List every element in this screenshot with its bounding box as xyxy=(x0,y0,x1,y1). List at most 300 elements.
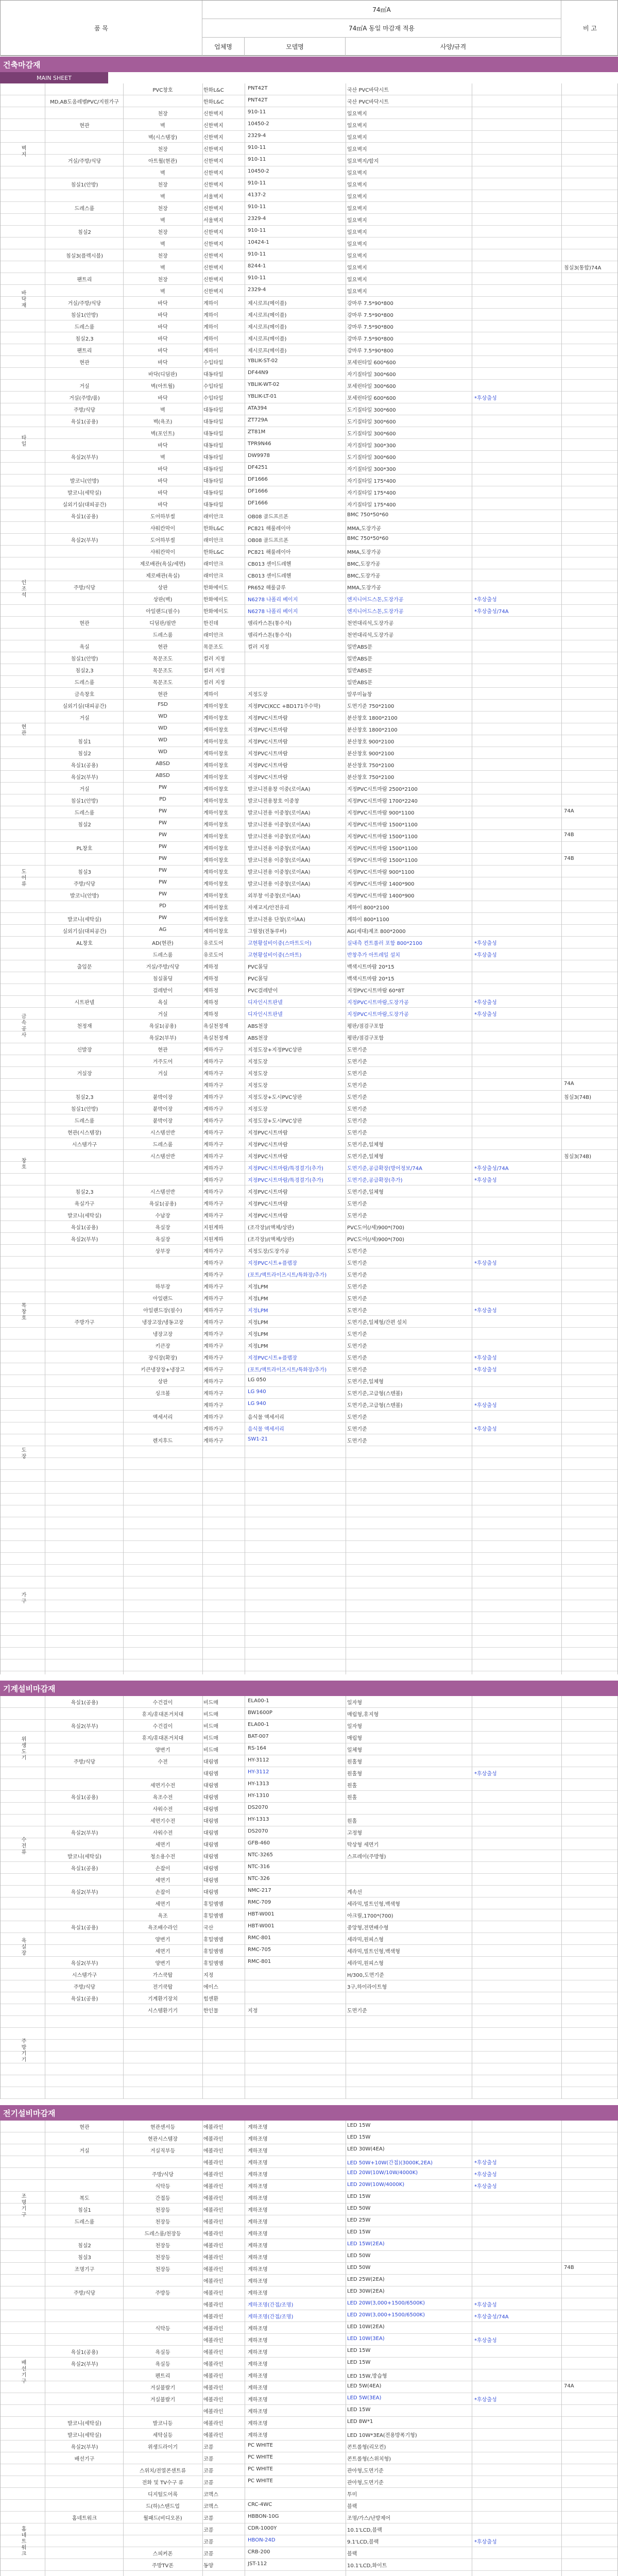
table-row xyxy=(1,1091,618,1102)
cell-c4: 대림엠 xyxy=(203,1866,218,1872)
cell-c2: 드레스룸 xyxy=(74,1118,95,1124)
cell-c4: 코콤 xyxy=(203,2468,214,2474)
cell-c6: 평판/점검구포함 xyxy=(347,1036,384,1041)
cell-c3: 디지털도어록 xyxy=(148,2492,178,2498)
table-row xyxy=(1,2464,618,2476)
table-row xyxy=(1,1803,618,1814)
cell-c3: WD xyxy=(158,737,167,743)
cell-c6: 일요벽지 xyxy=(347,135,367,141)
cell-c6: 분산창호 1800*2100 xyxy=(347,727,398,733)
cell-c6: BMC 750*50*60 xyxy=(347,512,389,518)
cell-c2: 드레스룸 xyxy=(74,2219,95,2225)
cell-c4: 계하이창호 xyxy=(203,751,229,757)
cell-c3: 거실직부등 xyxy=(150,2148,176,2154)
cell-c4: 신한벽지 xyxy=(203,277,224,283)
cell-c4: 에볼라인 xyxy=(203,2255,224,2261)
cell-c3: 현관센서등 xyxy=(150,2125,176,2130)
cell-c4: 계하이 xyxy=(203,325,218,330)
cell-c3: 샤워수전 xyxy=(152,1831,173,1836)
table-row xyxy=(1,2346,618,2357)
cell-c3: 주방TV폰 xyxy=(152,2563,174,2569)
cell-c3: 장식장(확장) xyxy=(148,1355,178,1361)
header-type-label: 74㎡A 동일 마감재 적용 xyxy=(348,25,415,32)
cell-c3: AD(현관) xyxy=(152,941,174,946)
cell-c4: 대동타일 xyxy=(203,455,224,461)
table-row xyxy=(1,155,618,166)
cell-c3: PD xyxy=(159,796,166,802)
cell-c3: 벽 xyxy=(160,123,165,129)
cell-c4: 수입타일 xyxy=(203,384,224,389)
cell-c2: 욕실2(부부) xyxy=(71,1237,98,1243)
cell-c4: 계하가구 xyxy=(203,1190,224,1195)
cell-c5: 외부창 이중창(로이AA) xyxy=(248,893,301,899)
cell-c4: 서울벽지 xyxy=(203,218,224,224)
cell-c6: 도면기준 xyxy=(347,1427,367,1432)
cell-c3: 거실/주방/식당 xyxy=(146,964,180,970)
cell-c2: 침실2 xyxy=(78,822,91,828)
cell-c4: 계하가구 xyxy=(203,1130,224,1136)
cell-c2: 발코니(세탁실) xyxy=(67,1854,101,1860)
cell-c6: 세라믹,빌트인형,백색형 xyxy=(347,1902,400,1907)
cell-c6: 분산창호 750*2100 xyxy=(347,763,394,769)
table-row xyxy=(1,593,618,604)
cell-c6: 일반ABS문 xyxy=(347,645,372,650)
cell-c3: 식탁등 xyxy=(155,2326,170,2332)
cell-c2: 욕실1(공용) xyxy=(71,1996,98,2002)
table-row xyxy=(1,794,618,806)
cell-c2: 출입문 xyxy=(77,964,92,970)
cell-c2: 신발장 xyxy=(77,1047,92,1053)
cell-c3: 상판 xyxy=(158,1379,168,1385)
cell-c2: 침실1(안방) xyxy=(71,182,98,188)
cell-c2: 침실1 xyxy=(78,2208,91,2213)
cell-c6: 도면기준 xyxy=(347,1332,367,1337)
cell-c5: 발코니전용창호 이중창 xyxy=(248,799,299,804)
cell-c2: 욕실1(공용) xyxy=(71,763,98,769)
cell-c5: 계하조명 xyxy=(248,2208,268,2213)
cell-c6: 일요벽지 xyxy=(347,265,367,271)
cell-c5: YBLIK-LT-01 xyxy=(248,394,277,399)
cell-c6: 지정PVC시트마람 2500*2100 xyxy=(347,787,418,792)
cell-c3: 벽 xyxy=(160,289,165,295)
cell-c6: LED 50W xyxy=(347,2253,371,2259)
cell-c3: 휴지/휴대폰거치대 xyxy=(142,1712,184,1718)
cell-c5: DF4251 xyxy=(248,465,268,470)
cell-c4: 계하가구 xyxy=(203,1071,224,1077)
cell-c3: 시스템선반 xyxy=(150,1130,176,1136)
table-row xyxy=(1,1162,618,1173)
cell-c3: 전화 및 TV수구 류 xyxy=(142,2480,184,2486)
table-row xyxy=(1,1351,618,1363)
table-row xyxy=(1,1174,618,1185)
cell-c2: 욕실1(공용) xyxy=(71,1925,98,1931)
cell-c6: 도면기준 xyxy=(347,1047,367,1053)
cell-c3: 드(하)스탠드업 xyxy=(146,2504,180,2510)
header-spec xyxy=(346,38,561,56)
cell-c6: 도면기준 xyxy=(347,1261,367,1266)
cell-c6: 도면기준 xyxy=(347,1284,367,1290)
cell-c4: 신한벽지 xyxy=(203,135,224,141)
table-row xyxy=(1,1992,618,2004)
cell-c8: 침실3(74B) xyxy=(564,1095,592,1100)
table-row xyxy=(1,948,618,960)
cell-c5: 지정PVC시트마람 xyxy=(248,751,288,757)
cell-c4: 한화에이도 xyxy=(203,609,229,615)
cell-c4: 한인물 xyxy=(203,2008,218,2014)
table-row xyxy=(1,1743,618,1755)
cell-c3: 천장 xyxy=(158,277,168,283)
cell-c4: 신한벽지 xyxy=(203,123,224,129)
cell-c2: 욕실 xyxy=(79,645,90,650)
cell-c5: 계하조명 xyxy=(248,2291,268,2296)
cell-c4: 계하이 xyxy=(203,313,218,318)
cell-c4: 계하이창호 xyxy=(203,787,229,792)
cell-c4: 신한벽지 xyxy=(203,206,224,212)
cell-c6: 엔지니어드스톤,도장가공 xyxy=(347,609,404,615)
table-row xyxy=(1,451,618,462)
cell-c6: BMC,도장가공 xyxy=(347,573,381,579)
table-row xyxy=(1,2393,618,2404)
cell-c5: 발코니전용 이중창(로이AA) xyxy=(248,846,311,852)
cell-c3: 욕조수전 xyxy=(152,1795,173,1801)
cell-c4: 에볼라인 xyxy=(203,2219,224,2225)
cell-c4: 비드매 xyxy=(203,1700,218,1706)
table-row xyxy=(1,2180,618,2191)
cell-c6: 도면기준 xyxy=(347,1367,367,1373)
cell-c4: 한진데 xyxy=(203,621,218,626)
table-row xyxy=(1,309,618,320)
cell-c5: 지정PVC시트마람 xyxy=(248,1201,288,1207)
cell-c5: 자재교지/안전유리 xyxy=(248,905,289,911)
cell-c2: 침실2 xyxy=(78,230,91,235)
cell-c2: 욕실1(공용) xyxy=(71,1795,98,1801)
header-category xyxy=(1,1,202,56)
cell-c4: 컬러 지정 xyxy=(203,680,225,686)
cell-c4: 코콤 xyxy=(203,2516,214,2521)
cell-c4: 신한벽지 xyxy=(203,147,224,152)
cell-c5: 계하조명 xyxy=(248,2125,268,2130)
group-label: 가구 xyxy=(20,1592,26,1604)
cell-c3: 벽 xyxy=(160,455,165,461)
cell-c4: 에볼라인 xyxy=(203,2338,224,2344)
cell-c3: 욕실1(공용) xyxy=(149,1201,177,1207)
cell-c5: ABS천장 xyxy=(248,1024,268,1029)
cell-c3: 아일랜드 xyxy=(152,1296,173,1302)
cell-c4: 컬러 지정 xyxy=(203,656,225,662)
cell-c3: 천장등 xyxy=(155,2243,170,2249)
cell-c2: 침실2,3 xyxy=(75,336,94,342)
cell-c6: 9.1'LCD,블랙 xyxy=(347,2539,379,2545)
cell-c4: 휴밀엠엠 xyxy=(203,1961,224,1967)
cell-c5: 지정도장 xyxy=(248,1071,268,1077)
cell-c6: 일반ABS문 xyxy=(347,668,372,674)
cell-c4: 계하가구 xyxy=(203,1047,224,1053)
cell-c6: 포세린타일 600*600 xyxy=(347,360,396,366)
cell-c5: 계하조명 xyxy=(248,2409,268,2415)
cell-c4: 코콤 xyxy=(203,2539,214,2545)
cell-c2: 침실2 xyxy=(78,751,91,757)
cell-c4: 에볼라인 xyxy=(203,2279,224,2284)
cell-c5: 지정PVC시트마람 xyxy=(248,739,288,745)
table-row xyxy=(1,2535,618,2547)
cell-c3: 욕실 xyxy=(158,1000,168,1006)
cell-c7: *후상출성 xyxy=(474,1771,497,1777)
cell-c6: 일반ABS문 xyxy=(347,656,372,662)
cell-c3: 상판 xyxy=(158,585,168,591)
table-row xyxy=(1,427,618,438)
cell-c4: 신한벽지 xyxy=(203,159,224,164)
cell-c7: *후상출성 xyxy=(474,597,497,603)
table-row xyxy=(1,1755,618,1767)
cell-c2: 발코니(세탁실) xyxy=(67,917,101,923)
cell-c6: 도면기준 xyxy=(347,1249,367,1255)
cell-c5: 4137-2 xyxy=(248,192,266,198)
table-row xyxy=(1,2547,618,2558)
cell-c2: 욕실2(부부) xyxy=(71,775,98,781)
table-row xyxy=(1,510,618,521)
cell-c2: 욕실1(공용) xyxy=(71,1866,98,1872)
cell-c5: 계하조명(간접/조명) xyxy=(248,2302,294,2308)
table-row xyxy=(1,2310,618,2321)
cell-c6: LED 20W(3,000+1500/6500K) xyxy=(347,2312,425,2318)
cell-c3: 바닥 xyxy=(158,313,168,318)
cell-c2: 주방/식당 xyxy=(73,1985,95,1990)
cell-c2: 욕실2(부부) xyxy=(71,1724,98,1730)
table-row xyxy=(1,486,618,498)
cell-c3: ABSD xyxy=(156,761,170,767)
table-row xyxy=(1,2559,618,2570)
table-row xyxy=(1,2500,618,2511)
cell-c5: 발코니전용 이중창(로이AA) xyxy=(248,858,311,863)
cell-c5: N6278 나폴리 베이지 xyxy=(248,597,298,603)
cell-c4: 계하정 xyxy=(203,988,218,994)
cell-c4: 대동타일 xyxy=(203,479,224,484)
cell-c3: PW xyxy=(159,844,167,850)
cell-c5: 발코니전용 이중창(로이AA) xyxy=(248,870,311,875)
cell-c4: 에볼라인 xyxy=(203,2160,224,2166)
table-row xyxy=(1,2263,618,2274)
cell-c2: 홈네트워크 xyxy=(72,2516,97,2521)
cell-c5: 고현황설비이중(스마트도어) xyxy=(248,941,312,946)
table-row xyxy=(1,1316,618,1327)
cell-c4: 계하정 xyxy=(203,976,218,982)
cell-c3: 발코니등 xyxy=(152,2421,173,2427)
cell-c6: 일요벽지 xyxy=(347,230,367,235)
table-row xyxy=(1,1791,618,1802)
table-row xyxy=(1,569,618,581)
cell-c5: 지정PVC시트마람 xyxy=(248,763,288,769)
cell-c4: 대림엠 xyxy=(203,1807,218,1812)
cell-c5: 계하조명 xyxy=(248,2326,268,2332)
cell-c5: 지정PVC시트마람 xyxy=(248,716,288,721)
table-row xyxy=(1,984,618,995)
cell-c6: 콘트롤형(스위치형) xyxy=(347,2456,391,2462)
cell-c7: *후상출성 xyxy=(474,2172,497,2178)
cell-c3: 천장 xyxy=(158,206,168,212)
cell-c4: 신한벽지 xyxy=(203,289,224,295)
table-row xyxy=(1,1886,618,1897)
cell-c2: 현관 xyxy=(79,2125,90,2130)
cell-c6: LED 15W xyxy=(347,2123,371,2128)
cell-c2: 거실 xyxy=(79,787,90,792)
cell-c3: PD xyxy=(159,903,166,909)
cell-c6: 일요벽지 xyxy=(347,111,367,117)
cell-c6: 일요벽지 xyxy=(347,206,367,212)
cell-c4: 대동타일 xyxy=(203,419,224,425)
cell-c3: 세면기 xyxy=(155,1842,170,1848)
cell-c4: 계하이창호 xyxy=(203,917,229,923)
cell-c4: 목문조도 xyxy=(203,645,224,650)
cell-c7: *후상출성 xyxy=(474,2397,497,2403)
cell-c2: 침실2,3 xyxy=(75,668,94,674)
cell-c4: 계하가구 xyxy=(203,1249,224,1255)
table-row xyxy=(1,735,618,747)
table-row xyxy=(1,1257,618,1268)
cell-c3: 침실몰딩 xyxy=(152,976,173,982)
cell-c4: 계하가구 xyxy=(203,1095,224,1100)
table-row xyxy=(1,107,618,118)
cell-c4: 신한벽지 xyxy=(203,171,224,176)
table-row xyxy=(1,439,618,450)
cell-c8: 74A xyxy=(564,2383,574,2389)
table-row xyxy=(1,747,618,758)
cell-c5: 음식물 액세서리 xyxy=(248,1427,284,1432)
cell-c6: 일요벽지 xyxy=(347,123,367,129)
cell-c4: 코맥스 xyxy=(203,2492,218,2498)
cell-c4: 대림엠 xyxy=(203,1771,218,1777)
cell-c4: 신한벽지 xyxy=(203,230,224,235)
cell-c2: 욕실1(공용) xyxy=(71,1700,98,1706)
table-row xyxy=(1,2476,618,2487)
cell-c6: 평판/점검구포함 xyxy=(347,1024,384,1029)
cell-c6: 자기질타일 300*300 xyxy=(347,467,396,472)
cell-c6: 세라믹,빌트인형,백색형 xyxy=(347,1949,400,1955)
header-note-label: 비 고 xyxy=(583,25,597,32)
cell-c4: 계하이창호 xyxy=(203,763,229,769)
cell-c3: 싱크볼 xyxy=(155,1391,170,1397)
cell-c7: *후상출성 xyxy=(474,1012,497,1018)
cell-c5: 계하조명 xyxy=(248,2148,268,2154)
cell-c4: 유로도어 xyxy=(203,941,224,946)
table-row xyxy=(1,1909,618,1921)
cell-c6: LED 10W(3EA) xyxy=(347,2336,385,2342)
cell-c7: *후상출성 xyxy=(474,1178,497,1183)
cell-c6: 도면기준,고급형(스텐볼) xyxy=(347,1403,403,1409)
cell-c2: 드레스룸 xyxy=(74,206,95,212)
cell-c2: 현관 xyxy=(79,621,90,626)
cell-c6: 분산창호 1800*2100 xyxy=(347,716,398,721)
cell-c2: 실외기실(대피공간) xyxy=(62,704,107,709)
cell-c6: 콘트롤형(리모컨) xyxy=(347,2445,386,2450)
cell-c5: 디자인시트판넬 xyxy=(248,1000,283,1006)
cell-c3: 샤워칸막이 xyxy=(150,550,176,555)
cell-c5: 2329-4 xyxy=(248,216,266,222)
cell-c3: 현관 xyxy=(158,1047,168,1053)
table-row xyxy=(1,2144,618,2156)
cell-c4: 계하이창호 xyxy=(203,727,229,733)
group-label: 홈네트워크 xyxy=(20,2526,26,2557)
cell-c3: 시스템선반 xyxy=(150,1190,176,1195)
cell-c5: 계하조명 xyxy=(248,2279,268,2284)
cell-c2: 주방/식당 xyxy=(73,1759,95,1765)
cell-c3: 세면기수전 xyxy=(150,1819,176,1824)
cell-c3: 세면기 xyxy=(155,1878,170,1884)
cell-c6: 일반ABS문 xyxy=(347,680,372,686)
cell-c5: 발코니전용 단창(로이AA) xyxy=(248,917,305,923)
section-grid xyxy=(0,1696,618,2099)
table-row xyxy=(1,273,618,284)
cell-c6: 도기질타일 300*600 xyxy=(347,455,396,461)
table-row xyxy=(1,877,618,889)
cell-c6: LED 10W(2EA) xyxy=(347,2324,385,2330)
cell-c5: 발코니전용 이중창(로이AA) xyxy=(248,882,311,887)
cell-c4: 에볼라인 xyxy=(203,2374,224,2379)
cell-c5: RMC-801 xyxy=(248,1959,271,1964)
cell-c2: 거실 xyxy=(79,384,90,389)
cell-c4: 계하정 xyxy=(203,964,218,970)
cell-c4: 계하이창호 xyxy=(203,882,229,887)
cell-c5: 음식물 액세서리 xyxy=(248,1415,284,1420)
table-row xyxy=(1,652,618,664)
table-row xyxy=(1,534,618,545)
cell-c2: 복도 xyxy=(79,2196,90,2201)
cell-c5: PVC몰딩 xyxy=(248,976,268,982)
table-row xyxy=(1,131,618,142)
table-row xyxy=(1,226,618,237)
cell-c4: 계하이창호 xyxy=(203,905,229,911)
cell-c6: 도면기준 xyxy=(347,1130,367,1136)
cell-c3: PW xyxy=(159,891,167,897)
cell-c6: 천연대리석,도장가공 xyxy=(347,621,394,626)
cell-c6: 자기질타일 175*400 xyxy=(347,490,396,496)
cell-c5: HBT-W001 xyxy=(248,1911,274,1917)
cell-c3: 도어하부씰 xyxy=(150,538,176,544)
cell-c5: PNT42T xyxy=(248,97,268,103)
cell-c4: 한화L&C xyxy=(203,99,224,105)
cell-c6: 계하이 800*1100 xyxy=(347,917,389,923)
cell-c4: 계하가구 xyxy=(203,1107,224,1112)
cell-c3: 양변기 xyxy=(155,1937,170,1943)
cell-c5: 910-11 xyxy=(248,204,266,210)
cell-c3: 거주도어 xyxy=(152,1059,173,1065)
cell-c7: *후상출성 xyxy=(474,2160,497,2166)
cell-c3: 세면기 xyxy=(155,1949,170,1955)
main-sheet-label: MAIN SHEET xyxy=(0,72,108,83)
cell-c8: 74B xyxy=(564,832,574,838)
cell-c3: 하부장 xyxy=(155,1284,170,1290)
group-label: 위생도기 xyxy=(20,1736,26,1761)
cell-c4: 대림엠 xyxy=(203,1831,218,1836)
cell-c4: 휴밀엠엠 xyxy=(203,1949,224,1955)
cell-c5: 지정PVC시트+플랩장 xyxy=(248,1355,297,1361)
cell-c5: 지정PVC(KCC +BD171주수막) xyxy=(248,704,321,709)
table-row xyxy=(1,261,618,273)
cell-c2: 침실3 xyxy=(78,2255,91,2261)
cell-c4: 계하이창호 xyxy=(203,810,229,816)
cell-c4: 에볼라인 xyxy=(203,2172,224,2178)
cell-c6: LED 5W(3EA) xyxy=(347,2395,382,2401)
cell-c2: 거실장 xyxy=(77,1071,92,1077)
cell-c4: 에볼라인 xyxy=(203,2421,224,2427)
cell-c6: 일요벽지 xyxy=(347,182,367,188)
cell-c6: 지정PVC시트마람 1500*1100 xyxy=(347,846,418,852)
cell-c6: 도면기준 xyxy=(347,1118,367,1124)
table-row xyxy=(1,1304,618,1315)
table-row xyxy=(1,1815,618,1826)
cell-c6: AG(세대)제조 800*2000 xyxy=(347,929,406,935)
cell-c5: LG 940 xyxy=(248,1401,266,1406)
table-row xyxy=(1,2004,618,2015)
